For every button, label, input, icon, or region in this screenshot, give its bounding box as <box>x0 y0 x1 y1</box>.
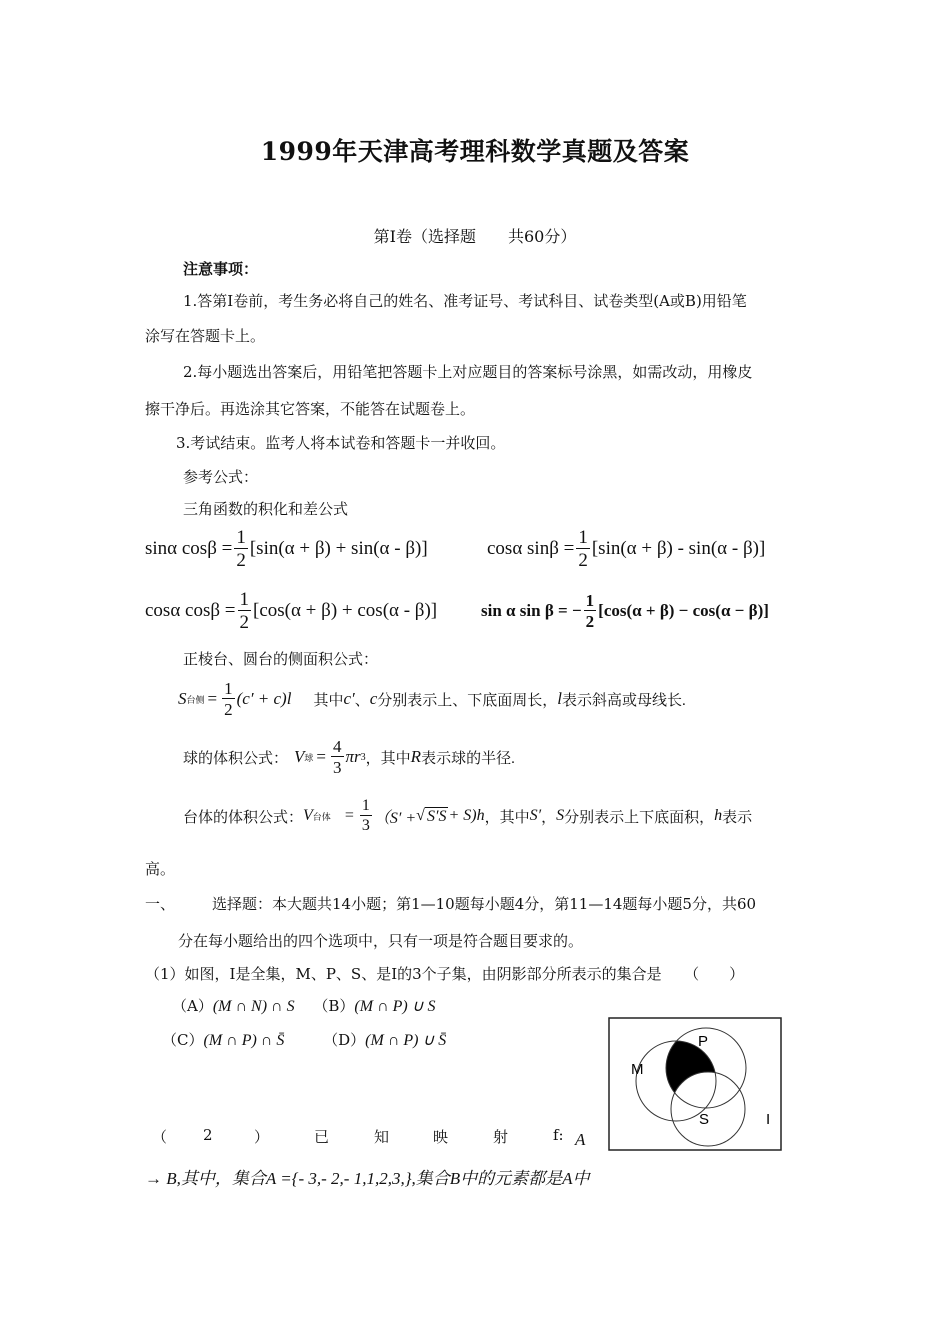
lateral-var-l: l <box>557 689 563 708</box>
formula-sin-sin <box>481 592 769 630</box>
lateral-var-c-prime: c′ <box>343 689 355 708</box>
frustum-desc-part-b: ， <box>541 809 557 826</box>
notice-item-1-line-2: 涂写在答题卡上。 <box>145 327 266 345</box>
frustum-expression-part-a: （S′ + <box>373 809 417 827</box>
set-P-label: P <box>698 1033 709 1050</box>
fraction-denominator: 2 <box>239 612 249 633</box>
fraction-numerator: 1 <box>236 527 246 548</box>
frustum-var-h: h <box>714 807 723 824</box>
fraction-denominator: 2 <box>236 550 246 571</box>
question-2-open-paren: （ <box>152 1128 168 1146</box>
frustum-volume-symbol: V <box>303 807 313 824</box>
fraction-half <box>234 528 248 570</box>
frustum-desc-part-c: 分别表示上下底面积， <box>564 809 715 826</box>
document-title: 1999年天津高考理科数学真题及答案 <box>260 137 690 166</box>
question-2-close-paren: ） <box>254 1128 270 1146</box>
sphere-volume-symbol: V <box>294 747 305 766</box>
sphere-volume-exponent: 3 <box>360 751 366 763</box>
notice-item-2-line-1: 2.每小题选出答案后，用铅笔把答题卡上对应题目的答案标号涂黑，如需改动，用橡皮 <box>183 363 753 381</box>
lateral-desc-part-a: 其中 <box>313 692 344 709</box>
question-2-map-symbol: f: <box>553 1126 564 1144</box>
formula-lhs: cosα sinβ = <box>487 538 575 559</box>
lateral-desc-part-c: 分别表示上、下底面周长， <box>377 692 558 709</box>
equals-sign: = <box>344 807 354 824</box>
lateral-desc-part-d: 表示斜高或母线长. <box>562 692 686 709</box>
lateral-desc-part-b: 、 <box>354 692 370 709</box>
option-text: (M ∩ N) ∩ S <box>212 998 295 1015</box>
notice-heading: 注意事项： <box>183 260 259 278</box>
frustum-desc-part-e: 高。 <box>145 860 176 878</box>
option-text: (M ∩ P) ∪ S <box>354 998 436 1015</box>
set-M-label: M <box>631 1061 644 1078</box>
lateral-area-subscript: 台侧 <box>186 694 205 705</box>
option-text: (M ∩ P) ∪ S̄ <box>365 1032 447 1049</box>
section-intro-line-2: 分在每小题给出的四个选项中，只有一项是符合题目要求的。 <box>178 932 584 950</box>
trig-formulas-heading: 三角函数的积化和差公式 <box>183 500 349 518</box>
frustum-sqrt-radicand: S′S <box>426 807 447 825</box>
fraction-half <box>238 590 252 632</box>
sphere-volume-expression: πr <box>345 747 361 766</box>
fraction-half <box>576 528 590 570</box>
formula-lhs: sin α sin β = − <box>481 601 582 620</box>
sphere-desc-part-a: ，其中 <box>365 750 411 767</box>
formula-cos-sin <box>487 528 765 570</box>
lateral-area-heading: 正棱台、圆台的侧面积公式： <box>183 650 379 668</box>
fraction-denominator: 2 <box>585 612 595 631</box>
fraction-denominator: 2 <box>578 550 588 571</box>
section-intro-line-1: 选择题：本大题共14小题；第1—10题每小题4分，第11—14题每小题5分，共60 <box>212 895 757 913</box>
formula-rhs: [sin(α + β) - sin(α - β)] <box>591 538 766 559</box>
option-text: (M ∩ P) ∩ S̄ <box>203 1032 285 1049</box>
frustum-var-S-prime: S′ <box>529 807 542 824</box>
question-1-option-a <box>172 995 435 1016</box>
fraction-half <box>584 592 597 630</box>
set-S-label: S <box>699 1111 710 1128</box>
question-2-word: 已 <box>314 1128 330 1146</box>
question-1-stem: （1）如图，I是全集，M、P、S、是I的3个子集，由阴影部分所表示的集合是 （ ） <box>145 965 745 983</box>
option-label: （B） <box>313 997 355 1015</box>
formula-lhs: sinα cosβ = <box>145 538 233 559</box>
fraction-numerator: 1 <box>224 679 233 698</box>
venn-diagram <box>608 1017 782 1151</box>
sphere-volume-subscript: 球 <box>304 752 314 763</box>
frustum-var-S: S <box>556 807 565 824</box>
frustum-volume-formula <box>183 798 752 834</box>
universal-set-label: I <box>766 1111 771 1128</box>
fraction-one-third <box>360 798 372 834</box>
sphere-volume-formula <box>183 738 515 776</box>
lateral-area-formula <box>178 680 686 718</box>
fraction-denominator: 3 <box>333 758 342 777</box>
equals-sign: = <box>316 747 327 766</box>
lateral-area-expression: (c′ + c)l <box>236 689 292 708</box>
formula-cos-cos <box>145 590 437 632</box>
fraction-numerator: 1 <box>578 527 588 548</box>
equals-sign: = <box>207 689 218 708</box>
lateral-area-symbol: S <box>178 689 187 708</box>
question-2-word: 映 <box>433 1128 449 1146</box>
fraction-denominator: 2 <box>224 700 233 719</box>
fraction-numerator: 1 <box>239 589 249 610</box>
lateral-var-c: c <box>369 689 378 708</box>
question-1-option-c <box>162 1029 446 1050</box>
formula-rhs: [sin(α + β) + sin(α - β)] <box>249 538 428 559</box>
notice-item-3: 3.考试结束。监考人将本试卷和答题卡一并收回。 <box>176 434 506 452</box>
option-label: （D） <box>323 1031 366 1049</box>
frustum-desc-part-a: ，其中 <box>484 809 530 826</box>
sphere-var-R: R <box>410 747 422 766</box>
option-label: （C） <box>162 1031 204 1049</box>
fraction-numerator: 1 <box>361 797 370 814</box>
sphere-volume-label: 球的体积公式： <box>183 750 289 767</box>
formulas-heading: 参考公式： <box>183 468 259 486</box>
frustum-desc-part-d: 表示 <box>722 809 753 826</box>
formula-rhs: [cos(α + β) + cos(α - β)] <box>253 600 438 621</box>
fraction-numerator: 1 <box>585 591 595 610</box>
frustum-volume-label: 台体的体积公式： <box>183 809 304 826</box>
part-heading: 第Ⅰ卷（选择题 共60分） <box>373 227 577 246</box>
fraction-denominator: 3 <box>361 817 370 834</box>
section-number: 一、 <box>145 895 176 913</box>
fraction-numerator: 4 <box>333 737 342 756</box>
frustum-volume-subscript: 台体 <box>312 811 331 822</box>
fraction-four-thirds <box>331 738 344 776</box>
notice-item-1-line-1: 1.答第Ⅰ卷前，考生务必将自己的姓名、准考证号、考试科目、试卷类型(A或B)用铅笔 <box>183 292 747 310</box>
frustum-expression-part-b: + S)h <box>448 807 485 824</box>
notice-item-2-line-2: 擦干净后。再选涂其它答案，不能答在试题卷上。 <box>145 400 476 418</box>
fraction-half <box>222 680 235 718</box>
question-2-line-2: → B,其中，集合A ={- 3,- 2,- 1,1,2,3,},集合B中的元素都是A中 <box>145 1169 590 1188</box>
question-2-word: 射 <box>493 1128 509 1146</box>
formula-rhs: [cos(α + β) − cos(α − β)] <box>598 601 769 620</box>
question-2-set-A: A <box>575 1130 586 1149</box>
formula-sin-cos <box>145 528 428 570</box>
option-label: （A） <box>172 997 213 1015</box>
question-2-number: 2 <box>203 1126 213 1144</box>
square-root-symbol: √ <box>416 807 425 824</box>
question-2-word: 知 <box>374 1128 390 1146</box>
sphere-desc-part-b: 表示球的半径. <box>421 750 515 767</box>
formula-lhs: cosα cosβ = <box>145 600 236 621</box>
